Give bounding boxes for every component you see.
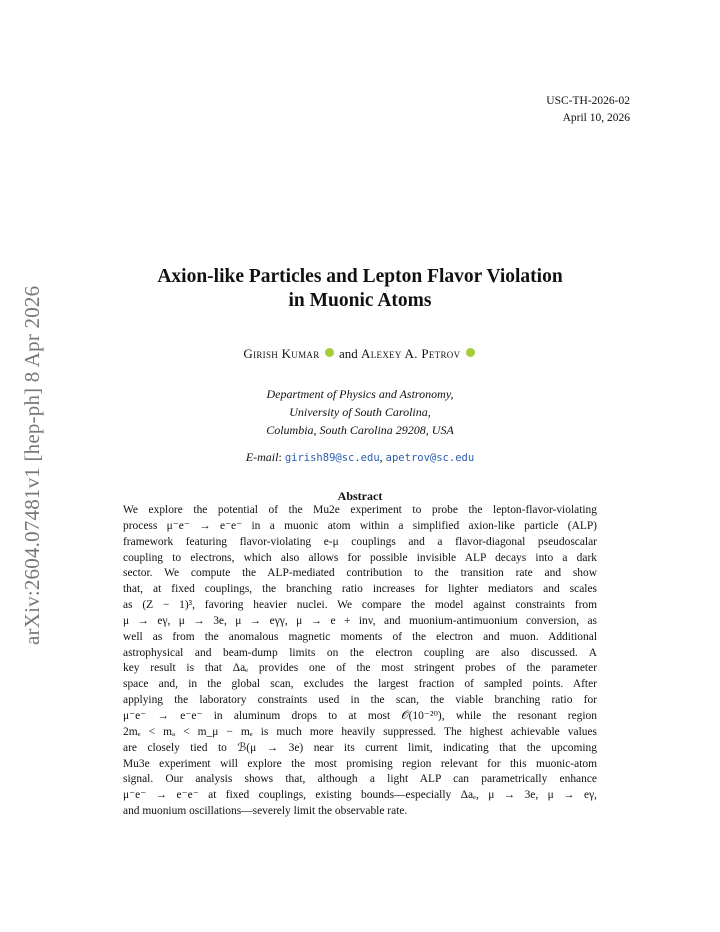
abstract-line: μ⁻e⁻ → e⁻e⁻ at fixed couplings, existing bounds—especially Δaₑ, μ → 3e, μ → eγ, xyxy=(123,789,597,802)
abstract-line: key result is that Δaₑ provides one of the most stringent probes of the parameter xyxy=(123,662,597,675)
abstract-line: 2mₑ < mₐ < m_μ − mₑ is much more heavily suppressed. The highest achievable values xyxy=(123,725,597,738)
abstract-line: signal. Our analysis shows that, although a light ALP can parametrically enhance xyxy=(123,773,597,786)
abstract-line: We explore the potential of the Mu2e experiment to probe the lepton-flavor-violating xyxy=(123,504,597,516)
affiliation-line: Department of Physics and Astronomy, xyxy=(266,387,454,401)
abstract-line: Mu3e experiment will explore the most promising region relevant for this muonic-atom xyxy=(123,757,597,770)
email-line xyxy=(0,449,720,466)
author-name: Alexey A. Petrov xyxy=(361,346,461,361)
abstract-body xyxy=(123,503,597,820)
abstract-line: applying the laboratory constraints used in the scan, the viable branching ratio for xyxy=(123,694,597,707)
title-line-2: in Muonic Atoms xyxy=(288,290,432,311)
abstract-line: astrophysical and beam-dump limits on the electron coupling are also discussed. A xyxy=(123,646,597,659)
title-line-1: Axion-like Particles and Lepton Flavor Violation xyxy=(157,266,563,287)
email-link[interactable]: girish89@sc.edu xyxy=(284,452,380,464)
affiliation xyxy=(0,385,720,439)
abstract-line: sector. We compute the ALP-mediated contribution to the transition rate and show xyxy=(123,567,597,580)
author-conjunction: and xyxy=(339,346,358,361)
report-info xyxy=(546,93,630,127)
abstract-line: and muonium oscillations—severely limit the observable rate. xyxy=(123,805,408,818)
author-name: Girish Kumar xyxy=(243,346,320,361)
abstract-line: μ⁻e⁻ → e⁻e⁻ in aluminum drops to at most 𝒪(10⁻²⁰), while the resonant region xyxy=(123,709,597,722)
report-number: USC-TH-2026-02 xyxy=(546,95,630,107)
orcid-icon[interactable] xyxy=(466,348,475,357)
paper-title xyxy=(0,265,720,313)
affiliation-line: Columbia, South Carolina 29208, USA xyxy=(266,423,454,437)
abstract-line: as (Z − 1)³, favoring heavier nuclei. We compare the model against constraints from xyxy=(123,599,597,612)
abstract-line: are closely tied to ℬ(μ → 3e) near its current limit, indicating that the upcoming xyxy=(123,741,597,754)
email-colon: : xyxy=(278,450,285,464)
abstract-line: that, at fixed couplings, the branching ratio increases for lighter mediators and scales xyxy=(123,583,597,596)
abstract-line: framework featuring flavor-violating e-μ couplings and a flavor-diagonal pseudoscalar xyxy=(123,535,597,548)
abstract-line: coupling to electrons, which also allows for possible invisible ALP decays into a dark xyxy=(123,551,597,564)
abstract-line: space and, in the global scan, excludes the largest fraction of sampled points. After xyxy=(123,678,597,691)
report-date: April 10, 2026 xyxy=(562,112,630,124)
abstract-line: process μ⁻e⁻ → e⁻e⁻ in a muonic atom within a simplified axion-like particle (ALP) xyxy=(123,519,597,532)
orcid-icon[interactable] xyxy=(325,348,334,357)
email-label: E-mail xyxy=(245,450,279,464)
abstract-heading: Abstract xyxy=(337,489,383,503)
abstract-line: well as from the anomalous magnetic moments of the electron and muon. Additional xyxy=(123,630,597,643)
author-list xyxy=(0,346,720,362)
arxiv-stamp: arXiv:2604.07481v1 [hep-ph] 8 Apr 2026 xyxy=(20,285,44,645)
affiliation-line: University of South Carolina, xyxy=(289,405,431,419)
abstract-line: μ → eγ, μ → 3e, μ → eγγ, μ → e + inv, and muonium-antimuonium conversion, as xyxy=(123,614,597,627)
email-link[interactable]: apetrov@sc.edu xyxy=(385,452,475,464)
email-separator: , xyxy=(379,450,386,464)
